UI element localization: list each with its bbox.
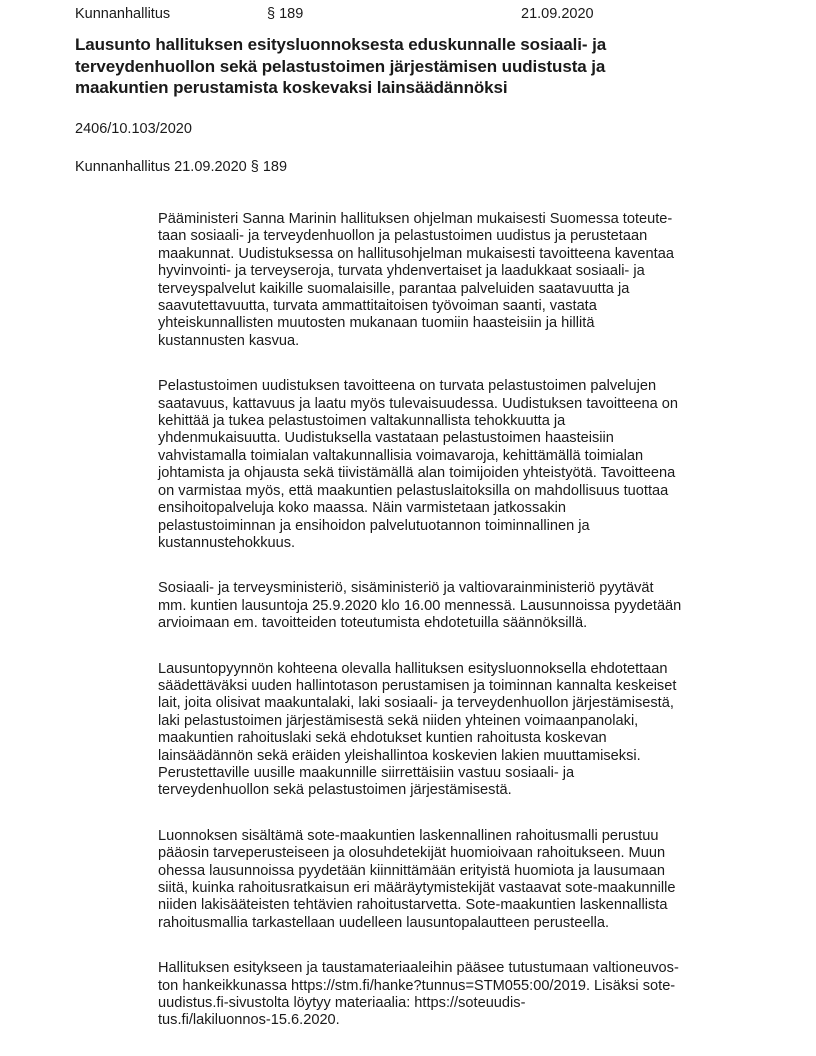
document-title: Lausunto hallituksen esitysluonnoksesta eduskunnalle sosiaali- ja terveydenhuollon sekä pelastustoimen järjestämisen uudistusta ja maakuntien perustamista koskevaksi lainsäädännöksi — [75, 35, 607, 97]
body-paragraph: Pelastustoimen uudistuksen tavoitteena on turvata pelastustoimen palvelujen saatavuus, kattavuus ja laatu myös tulevaisuudessa. Uudistuksen tavoitteena on kehittää ja tukea pelastustoimen valtakunnallista tehokkuutta ja yhdenmukaisuutta. Uudistuksella vastataan pelastustoimen haasteisiin vahvistamalla toimialan valtakunnallisia voimavaroja, kehittämällä toimialan johtamista ja ohjausta sekä tiivistämällä alan toimijoiden yhteistyötä. Tavoitteena on varmistaa myös, että maakuntien pelastuslaitoksilla on mahdollisuus tuottaa ensihoitopalveluja koko maassa. Näin varmistetaan jatkossakin pelastustoiminnan ja ensihoidon palvelutuotannon toiminnallinen ja kustannustehokkuus. — [158, 378, 679, 551]
body-paragraph: Sosiaali- ja terveysministeriö, sisäministeriö ja valtiovarainministeriö pyytävät mm. kuntien lausuntoja 25.9.2020 klo 16.00 mennessä. Lausunnoissa pyydetään arvioimaan em. tavoitteiden toteutumista ehdotetuilla säännöksillä. — [158, 580, 682, 632]
case-number: 2406/10.103/2020 — [75, 121, 192, 137]
body-paragraph: Pääministeri Sanna Marinin hallituksen ohjelman mukaisesti Suomessa toteute- taan sosiaali- ja terveydenhuollon ja pelastustoimen uudistus ja perustetaan maakunnat. Uudistuksessa on hallitusohjelman mukaisesti tavoitteena kaventaa hyvinvointi- ja terveyseroja, turvata yhdenvertaiset ja laadukkaat sosiaali- ja terveyspalvelut kaikille suomalaisille, parantaa palveluiden saatavuutta ja saavutettavuutta, turvata ammattitaitoisen työvoiman saanti, vastata yhteiskunnallisten muutosten mukanaan tuomiin haasteisiin ja hillitä kustannusten kasvua. — [158, 211, 674, 349]
header-section-mark: § 189 — [267, 6, 304, 22]
page-header — [0, 5, 816, 23]
document-body — [158, 211, 798, 1056]
body-paragraph: Lausuntopyynnön kohteena olevalla hallituksen esitysluonnoksella ehdotettaan säädettäväksi uuden hallintotason perustamisen ja toiminnan kannalta keskeiset lait, joita olisivat maakuntalaki, laki sosiaali- ja terveydenhuollon järjestämisestä, laki pelastustoimen järjestämisestä sekä niiden yhteinen voimaanpanolaki, maakuntien rahoituslaki sekä ehdotukset kuntien rahoitusta koskevan lainsäädännön sekä eräiden yleishallintoa koskevien lakien muuttamiseksi. Perustettaville uusille maakunnille siirrettäisiin vastuu sosiaali- ja terveydenhuollon sekä pelastustoimen järjestämisestä. — [158, 660, 677, 799]
body-paragraph: Luonnoksen sisältämä sote-maakuntien laskennallinen rahoitusmalli perustuu pääosin tarveperusteiseen ja olosuhdetekijät huomioivaan rahoitukseen. Muun ohessa lausunnoissa pyydetään kiinnittämään erityistä huomiota ja lausumaan siitä, kuinka rahoitusratkaisun eri määräytymistekijät vastaavat sote-maakunnille niiden lakisääteisten tehtävien rahoitustarvetta. Sote-maakuntien laskennallista rahoitusmallia tarkastellaan uudelleen lausuntopalautteen perusteella. — [158, 827, 676, 931]
header-date: 21.09.2020 — [521, 6, 594, 22]
body-paragraph: Hallituksen esitykseen ja taustamateriaaleihin pääsee tutustumaan valtioneuvos- ton hankeikkunassa https://stm.fi/hanke?tunnus=STM055:00/2019. Lisäksi sote- uudistus.fi-sivustolta löytyy materiaalia: https://soteuudis- tus.fi/lakiluonnos-15.6.2020. — [158, 960, 679, 1029]
header-committee: Kunnanhallitus — [75, 6, 171, 22]
section-heading: Kunnanhallitus 21.09.2020 § 189 — [75, 159, 288, 175]
